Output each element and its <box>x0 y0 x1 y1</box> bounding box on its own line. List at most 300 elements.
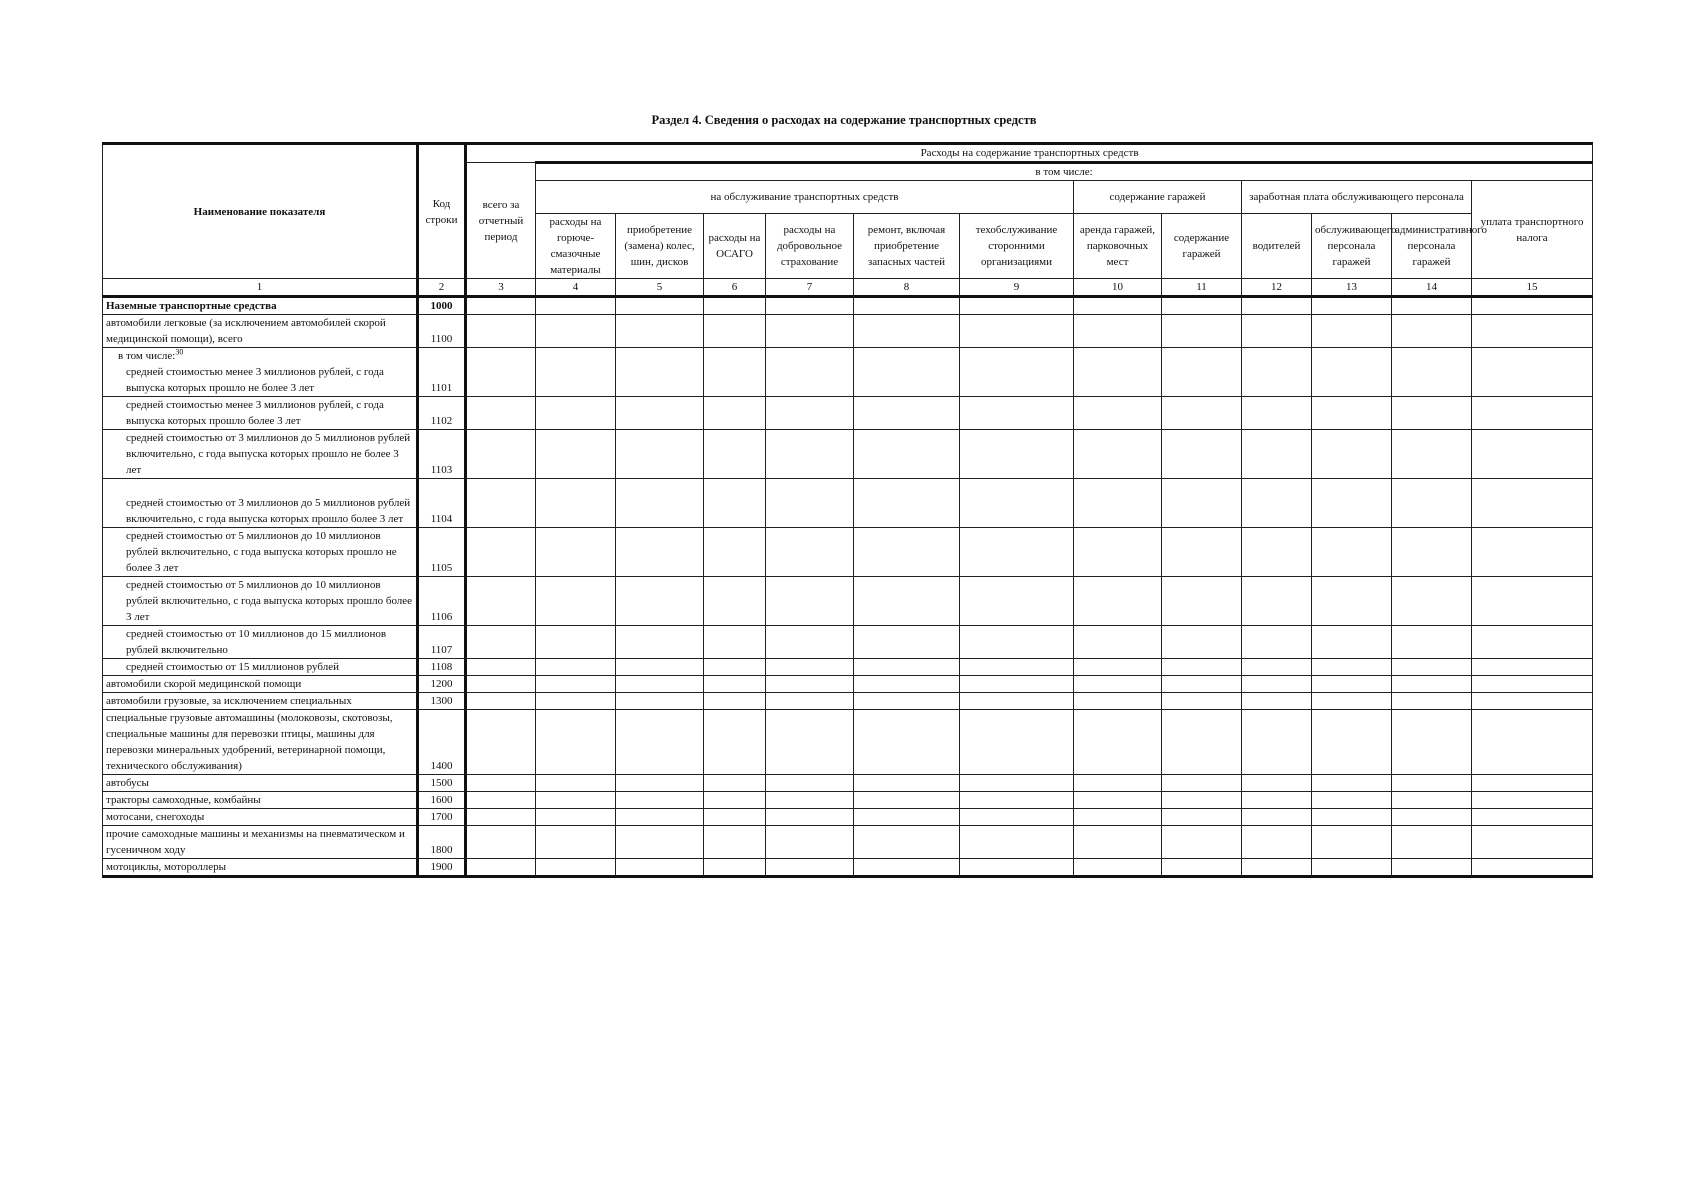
value-cell[interactable] <box>1074 430 1162 479</box>
row-name <box>103 315 418 348</box>
value-cell[interactable] <box>1162 479 1242 528</box>
value-cell[interactable] <box>1472 693 1593 710</box>
row-label: мотоциклы, мотороллеры <box>106 861 227 873</box>
value-cell[interactable] <box>854 792 960 809</box>
row-code: 1300 <box>418 693 466 710</box>
value-cell[interactable] <box>616 659 704 676</box>
value-cell[interactable] <box>960 693 1074 710</box>
table-row <box>103 626 1593 659</box>
value-cell[interactable] <box>1392 479 1472 528</box>
value-cell[interactable] <box>766 626 854 659</box>
value-cell[interactable] <box>1392 659 1472 676</box>
value-cell[interactable] <box>854 676 960 693</box>
value-cell[interactable] <box>854 348 960 397</box>
header-admin-staff: административного персонала гаражей <box>1392 214 1472 279</box>
value-cell[interactable] <box>536 792 616 809</box>
value-cell[interactable] <box>466 792 536 809</box>
value-cell[interactable] <box>766 297 854 315</box>
value-cell[interactable] <box>1312 315 1392 348</box>
value-cell[interactable] <box>616 348 704 397</box>
value-cell[interactable] <box>854 528 960 577</box>
value-cell[interactable] <box>854 315 960 348</box>
value-cell[interactable] <box>536 430 616 479</box>
value-cell[interactable] <box>960 859 1074 877</box>
value-cell[interactable] <box>616 626 704 659</box>
value-cell[interactable] <box>1242 348 1312 397</box>
header-name-col: Наименование показателя <box>103 144 418 279</box>
value-cell[interactable] <box>960 792 1074 809</box>
value-cell[interactable] <box>1472 315 1593 348</box>
value-cell[interactable] <box>1074 792 1162 809</box>
row-name <box>103 659 418 676</box>
value-cell[interactable] <box>1074 859 1162 877</box>
value-cell[interactable] <box>960 710 1074 775</box>
value-cell[interactable] <box>466 397 536 430</box>
value-cell[interactable] <box>704 348 766 397</box>
value-cell[interactable] <box>1312 297 1392 315</box>
column-number-cell: 8 <box>854 279 960 297</box>
value-cell[interactable] <box>704 528 766 577</box>
value-cell[interactable] <box>766 397 854 430</box>
value-cell[interactable] <box>1312 430 1392 479</box>
value-cell[interactable] <box>1472 775 1593 792</box>
value-cell[interactable] <box>1392 676 1472 693</box>
row-code: 1104 <box>418 479 466 528</box>
value-cell[interactable] <box>1312 577 1392 626</box>
value-cell[interactable] <box>616 676 704 693</box>
value-cell[interactable] <box>1074 659 1162 676</box>
including-text: в том числе: <box>118 350 176 362</box>
value-cell[interactable] <box>466 809 536 826</box>
value-cell[interactable] <box>466 710 536 775</box>
header-osago: расходы на ОСАГО <box>704 214 766 279</box>
value-cell[interactable] <box>960 479 1074 528</box>
value-cell[interactable] <box>960 315 1074 348</box>
value-cell[interactable] <box>704 859 766 877</box>
value-cell[interactable] <box>466 859 536 877</box>
value-cell[interactable] <box>1312 693 1392 710</box>
value-cell[interactable] <box>854 577 960 626</box>
header-insurance: расходы на добровольное страхование <box>766 214 854 279</box>
value-cell[interactable] <box>1392 315 1472 348</box>
value-cell[interactable] <box>1472 528 1593 577</box>
value-cell[interactable] <box>854 710 960 775</box>
row-code: 1400 <box>418 710 466 775</box>
row-code: 1700 <box>418 809 466 826</box>
value-cell[interactable] <box>616 792 704 809</box>
value-cell[interactable] <box>616 315 704 348</box>
value-cell[interactable] <box>1242 809 1312 826</box>
row-code: 1105 <box>418 528 466 577</box>
value-cell[interactable] <box>1242 710 1312 775</box>
value-cell[interactable] <box>466 693 536 710</box>
value-cell[interactable] <box>1242 577 1312 626</box>
header-rent: аренда гаражей, парковочных мест <box>1074 214 1162 279</box>
value-cell[interactable] <box>1472 626 1593 659</box>
table-row <box>103 792 1593 809</box>
value-cell[interactable] <box>766 792 854 809</box>
value-cell[interactable] <box>536 710 616 775</box>
table-row <box>103 826 1593 859</box>
value-cell[interactable] <box>704 577 766 626</box>
value-cell[interactable] <box>1392 826 1472 859</box>
value-cell[interactable] <box>854 297 960 315</box>
value-cell[interactable] <box>1312 676 1392 693</box>
value-cell[interactable] <box>1074 348 1162 397</box>
value-cell[interactable] <box>766 693 854 710</box>
value-cell[interactable] <box>1242 826 1312 859</box>
row-label: специальные грузовые автомашины (молоковозы, скотовозы, специальные машины для перевозки птицы, машины для перевозки минеральных удобрений, ветеринарной помощи, технического обслуживания) <box>106 712 393 772</box>
value-cell[interactable] <box>1392 397 1472 430</box>
value-cell[interactable] <box>1312 626 1392 659</box>
value-cell[interactable] <box>704 710 766 775</box>
value-cell[interactable] <box>616 479 704 528</box>
value-cell[interactable] <box>960 826 1074 859</box>
value-cell[interactable] <box>616 809 704 826</box>
value-cell[interactable] <box>1074 626 1162 659</box>
row-label: тракторы самоходные, комбайны <box>106 794 261 806</box>
value-cell[interactable] <box>704 315 766 348</box>
value-cell[interactable] <box>1392 430 1472 479</box>
value-cell[interactable] <box>1472 792 1593 809</box>
row-label: средней стоимостью менее 3 миллионов рублей, с года выпуска которых прошло не более 3 лет <box>126 366 384 394</box>
value-cell[interactable] <box>536 626 616 659</box>
value-cell[interactable] <box>960 348 1074 397</box>
header-including: в том числе: <box>536 163 1593 181</box>
value-cell[interactable] <box>704 826 766 859</box>
footnote-ref: 30 <box>175 347 184 357</box>
table-row <box>103 676 1593 693</box>
value-cell[interactable] <box>704 792 766 809</box>
column-number-cell: 2 <box>418 279 466 297</box>
value-cell[interactable] <box>704 693 766 710</box>
value-cell[interactable] <box>1162 626 1242 659</box>
value-cell[interactable] <box>960 626 1074 659</box>
row-name <box>103 528 418 577</box>
value-cell[interactable] <box>704 626 766 659</box>
value-cell[interactable] <box>1472 659 1593 676</box>
value-cell[interactable] <box>1162 710 1242 775</box>
value-cell[interactable] <box>1242 397 1312 430</box>
value-cell[interactable] <box>960 659 1074 676</box>
value-cell[interactable] <box>1312 397 1392 430</box>
value-cell[interactable] <box>960 528 1074 577</box>
row-code: 1106 <box>418 577 466 626</box>
value-cell[interactable] <box>616 710 704 775</box>
value-cell[interactable] <box>1312 826 1392 859</box>
value-cell[interactable] <box>704 430 766 479</box>
row-label: средней стоимостью от 5 миллионов до 10 миллионов рублей включительно, с года выпуска которых прошло не более 3 лет <box>126 530 397 574</box>
value-cell[interactable] <box>616 775 704 792</box>
value-cell[interactable] <box>616 297 704 315</box>
value-cell[interactable] <box>1472 479 1593 528</box>
value-cell[interactable] <box>960 297 1074 315</box>
row-name <box>103 775 418 792</box>
value-cell[interactable] <box>1242 297 1312 315</box>
value-cell[interactable] <box>704 297 766 315</box>
value-cell[interactable] <box>1312 710 1392 775</box>
value-cell[interactable] <box>466 528 536 577</box>
value-cell[interactable] <box>704 676 766 693</box>
row-name <box>103 809 418 826</box>
value-cell[interactable] <box>854 479 960 528</box>
value-cell[interactable] <box>1242 859 1312 877</box>
value-cell[interactable] <box>766 659 854 676</box>
value-cell[interactable] <box>1392 577 1472 626</box>
value-cell[interactable] <box>616 826 704 859</box>
header-code-col: Код строки <box>418 144 466 279</box>
value-cell[interactable] <box>1472 710 1593 775</box>
value-cell[interactable] <box>1162 859 1242 877</box>
column-number-cell: 5 <box>616 279 704 297</box>
value-cell[interactable] <box>766 315 854 348</box>
value-cell[interactable] <box>466 775 536 792</box>
value-cell[interactable] <box>1472 430 1593 479</box>
value-cell[interactable] <box>960 577 1074 626</box>
value-cell[interactable] <box>1074 676 1162 693</box>
row-code: 1108 <box>418 659 466 676</box>
value-cell[interactable] <box>1242 626 1312 659</box>
value-cell[interactable] <box>1472 809 1593 826</box>
value-cell[interactable] <box>1392 775 1472 792</box>
value-cell[interactable] <box>854 659 960 676</box>
value-cell[interactable] <box>704 775 766 792</box>
value-cell[interactable] <box>466 315 536 348</box>
table-row <box>103 297 1593 315</box>
value-cell[interactable] <box>1242 430 1312 479</box>
table-row <box>103 397 1593 430</box>
value-cell[interactable] <box>1392 348 1472 397</box>
value-cell[interactable] <box>1074 397 1162 430</box>
value-cell[interactable] <box>1242 659 1312 676</box>
value-cell[interactable] <box>1392 297 1472 315</box>
value-cell[interactable] <box>1242 315 1312 348</box>
value-cell[interactable] <box>1312 859 1392 877</box>
value-cell[interactable] <box>854 430 960 479</box>
value-cell[interactable] <box>466 479 536 528</box>
value-cell[interactable] <box>854 809 960 826</box>
value-cell[interactable] <box>854 859 960 877</box>
value-cell[interactable] <box>616 859 704 877</box>
value-cell[interactable] <box>960 775 1074 792</box>
value-cell[interactable] <box>1392 710 1472 775</box>
value-cell[interactable] <box>1312 659 1392 676</box>
value-cell[interactable] <box>1472 397 1593 430</box>
value-cell[interactable] <box>1162 397 1242 430</box>
value-cell[interactable] <box>1312 809 1392 826</box>
value-cell[interactable] <box>1472 859 1593 877</box>
row-code: 1800 <box>418 826 466 859</box>
value-cell[interactable] <box>854 826 960 859</box>
value-cell[interactable] <box>1074 577 1162 626</box>
column-number-cell: 1 <box>103 279 418 297</box>
row-name <box>103 693 418 710</box>
value-cell[interactable] <box>616 397 704 430</box>
value-cell[interactable] <box>536 479 616 528</box>
value-cell[interactable] <box>536 775 616 792</box>
value-cell[interactable] <box>960 430 1074 479</box>
table-row <box>103 577 1593 626</box>
value-cell[interactable] <box>766 479 854 528</box>
value-cell[interactable] <box>1162 315 1242 348</box>
value-cell[interactable] <box>616 693 704 710</box>
table-body <box>103 297 1593 877</box>
value-cell[interactable] <box>1162 792 1242 809</box>
value-cell[interactable] <box>766 348 854 397</box>
value-cell[interactable] <box>1074 528 1162 577</box>
value-cell[interactable] <box>766 528 854 577</box>
value-cell[interactable] <box>1472 577 1593 626</box>
value-cell[interactable] <box>1392 626 1472 659</box>
value-cell[interactable] <box>704 659 766 676</box>
value-cell[interactable] <box>766 577 854 626</box>
header-garage-upkeep: содержание гаражей <box>1162 214 1242 279</box>
value-cell[interactable] <box>1392 792 1472 809</box>
value-cell[interactable] <box>1312 528 1392 577</box>
row-label: Наземные транспортные средства <box>106 300 277 312</box>
header-total-col: всего за отчетный период <box>466 163 536 279</box>
column-numbers-row <box>103 279 1593 297</box>
value-cell[interactable] <box>1312 775 1392 792</box>
value-cell[interactable] <box>466 676 536 693</box>
header-drivers: водителей <box>1242 214 1312 279</box>
value-cell[interactable] <box>960 676 1074 693</box>
value-cell[interactable] <box>1162 809 1242 826</box>
value-cell[interactable] <box>536 659 616 676</box>
value-cell[interactable] <box>1242 693 1312 710</box>
value-cell[interactable] <box>1162 297 1242 315</box>
row-code: 1000 <box>418 297 466 315</box>
row-name <box>103 626 418 659</box>
value-cell[interactable] <box>466 659 536 676</box>
table-row <box>103 693 1593 710</box>
value-cell[interactable] <box>854 693 960 710</box>
value-cell[interactable] <box>536 297 616 315</box>
value-cell[interactable] <box>766 710 854 775</box>
value-cell[interactable] <box>960 397 1074 430</box>
value-cell[interactable] <box>1312 479 1392 528</box>
value-cell[interactable] <box>766 859 854 877</box>
value-cell[interactable] <box>1312 348 1392 397</box>
value-cell[interactable] <box>536 859 616 877</box>
value-cell[interactable] <box>1162 577 1242 626</box>
value-cell[interactable] <box>536 676 616 693</box>
value-cell[interactable] <box>1074 710 1162 775</box>
table-row <box>103 710 1593 775</box>
row-code: 1101 <box>418 348 466 397</box>
value-cell[interactable] <box>466 430 536 479</box>
table-row <box>103 859 1593 877</box>
value-cell[interactable] <box>704 479 766 528</box>
value-cell[interactable] <box>536 809 616 826</box>
value-cell[interactable] <box>1242 676 1312 693</box>
row-name <box>103 479 418 528</box>
value-cell[interactable] <box>1162 430 1242 479</box>
value-cell[interactable] <box>1074 315 1162 348</box>
value-cell[interactable] <box>960 809 1074 826</box>
table-row <box>103 775 1593 792</box>
value-cell[interactable] <box>1472 297 1593 315</box>
row-code: 1103 <box>418 430 466 479</box>
value-cell[interactable] <box>536 528 616 577</box>
value-cell[interactable] <box>1074 297 1162 315</box>
value-cell[interactable] <box>766 809 854 826</box>
column-number-cell: 7 <box>766 279 854 297</box>
value-cell[interactable] <box>1074 809 1162 826</box>
value-cell[interactable] <box>1472 676 1593 693</box>
value-cell[interactable] <box>466 626 536 659</box>
value-cell[interactable] <box>1392 859 1472 877</box>
value-cell[interactable] <box>1162 693 1242 710</box>
value-cell[interactable] <box>1074 479 1162 528</box>
expenses-table <box>102 142 1593 878</box>
value-cell[interactable] <box>1392 809 1472 826</box>
value-cell[interactable] <box>536 397 616 430</box>
value-cell[interactable] <box>536 348 616 397</box>
row-label: средней стоимостью от 5 миллионов до 10 миллионов рублей включительно, с года выпуска которых прошло более 3 лет <box>126 579 413 623</box>
value-cell[interactable] <box>1162 676 1242 693</box>
value-cell[interactable] <box>616 430 704 479</box>
value-cell[interactable] <box>616 577 704 626</box>
value-cell[interactable] <box>466 297 536 315</box>
value-cell[interactable] <box>704 809 766 826</box>
value-cell[interactable] <box>1074 693 1162 710</box>
value-cell[interactable] <box>1392 693 1472 710</box>
value-cell[interactable] <box>1392 528 1472 577</box>
value-cell[interactable] <box>766 430 854 479</box>
value-cell[interactable] <box>1162 775 1242 792</box>
value-cell[interactable] <box>854 626 960 659</box>
value-cell[interactable] <box>854 775 960 792</box>
value-cell[interactable] <box>616 528 704 577</box>
header-wheels: приобретение (замена) колес, шин, дисков <box>616 214 704 279</box>
header-maintenance: техобслуживание сторонними организациями <box>960 214 1074 279</box>
value-cell[interactable] <box>466 826 536 859</box>
value-cell[interactable] <box>1242 528 1312 577</box>
value-cell[interactable] <box>466 577 536 626</box>
value-cell[interactable] <box>466 348 536 397</box>
value-cell[interactable] <box>1162 528 1242 577</box>
value-cell[interactable] <box>1162 659 1242 676</box>
column-number-cell: 9 <box>960 279 1074 297</box>
value-cell[interactable] <box>1472 826 1593 859</box>
row-label: средней стоимостью от 3 миллионов до 5 миллионов рублей включительно, с года выпуска которых прошло более 3 лет <box>126 497 411 525</box>
column-number-cell: 13 <box>1312 279 1392 297</box>
value-cell[interactable] <box>854 397 960 430</box>
row-code: 1500 <box>418 775 466 792</box>
value-cell[interactable] <box>766 775 854 792</box>
value-cell[interactable] <box>1242 775 1312 792</box>
row-label: средней стоимостью менее 3 миллионов рублей, с года выпуска которых прошло более 3 лет <box>126 399 384 427</box>
value-cell[interactable] <box>536 577 616 626</box>
value-cell[interactable] <box>1312 792 1392 809</box>
value-cell[interactable] <box>1242 792 1312 809</box>
value-cell[interactable] <box>1074 775 1162 792</box>
value-cell[interactable] <box>1162 348 1242 397</box>
value-cell[interactable] <box>766 826 854 859</box>
value-cell[interactable] <box>766 676 854 693</box>
value-cell[interactable] <box>1472 348 1593 397</box>
value-cell[interactable] <box>1242 479 1312 528</box>
value-cell[interactable] <box>536 315 616 348</box>
value-cell[interactable] <box>704 397 766 430</box>
value-cell[interactable] <box>1074 826 1162 859</box>
value-cell[interactable] <box>1162 826 1242 859</box>
value-cell[interactable] <box>536 826 616 859</box>
row-name <box>103 348 418 397</box>
value-cell[interactable] <box>536 693 616 710</box>
header-salary-group: заработная плата обслуживающего персонала <box>1242 181 1472 214</box>
